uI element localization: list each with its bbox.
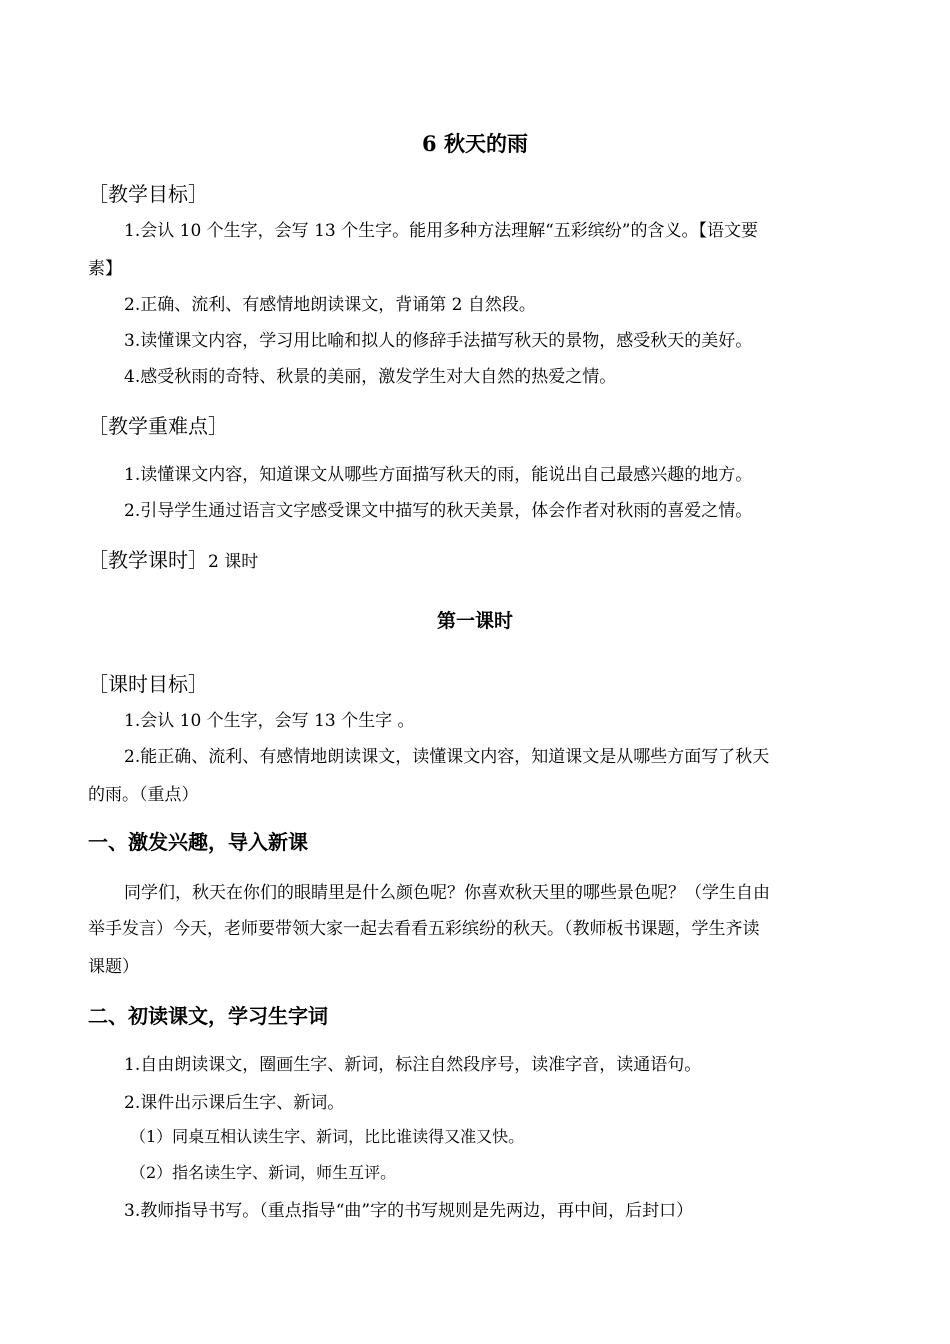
key-points-heading: ［教学重难点］ (88, 414, 228, 438)
objective-item: 2.正确、流利、有感情地朗读课文，背诵第 2 自然段。 (124, 295, 536, 315)
lesson-title: 6 秋天的雨 (422, 131, 528, 156)
hours-heading: ［教学课时］ (88, 548, 208, 572)
section1-heading: 一、激发兴趣，导入新课 (88, 830, 308, 854)
lesson1-goal: 1.会认 10 个生字，会写 13 个生字 。 (124, 711, 415, 731)
section2-line: 3.教师指导书写。（重点指导“曲”字的书写规则是先两边，再中间，后封口） (124, 1201, 694, 1221)
key-point-item: 2.引导学生通过语言文字感受课文中描写的秋天美景，体会作者对秋雨的喜爱之情。 (124, 501, 753, 521)
lesson1-goals-heading: ［课时目标］ (88, 672, 208, 696)
section1-line: 课题） (88, 957, 139, 977)
objectives-heading: ［教学目标］ (88, 182, 208, 206)
section2-line: （1）同桌互相认读生字、新词，比比谁读得又准又快。 (130, 1127, 525, 1146)
lesson1-goal: 2.能正确、流利、有感情地朗读课文，读懂课文内容，知道课文是从哪些方面写了秋天 (124, 747, 770, 767)
objective-item: 1.会认 10 个生字，会写 13 个生字。能用多种方法理解“五彩缤纷”的含义。【语文要 (124, 221, 758, 241)
section2-line: 1.自由朗读课文，圈画生字、新词，标注自然段序号，读准字音，读通语句。 (124, 1055, 702, 1075)
hours-value: 2 课时 (208, 552, 259, 572)
key-point-item: 1.读懂课文内容，知道课文从哪些方面描写秋天的雨，能说出自己最感兴趣的地方。 (124, 465, 753, 485)
lesson1-title: 第一课时 (436, 610, 513, 632)
hours-row (88, 544, 258, 573)
section2-line: 2.课件出示课后生字、新词。 (124, 1093, 345, 1113)
section1-line: 同学们，秋天在你们的眼睛里是什么颜色呢？你喜欢秋天里的哪些景色呢？（学生自由 (124, 883, 770, 903)
section2-line: （2）指名读生字、新词，师生互评。 (130, 1163, 397, 1182)
section1-line: 举手发言）今天，老师要带领大家一起去看看五彩缤纷的秋天。（教师板书课题，学生齐读 (88, 919, 760, 939)
section2-heading: 二、初读课文，学习生字词 (88, 1004, 328, 1028)
objective-item: 3.读懂课文内容，学习用比喻和拟人的修辞手法描写秋天的景物，感受秋天的美好。 (124, 331, 753, 351)
lesson1-goal: 的雨。（重点） (88, 785, 199, 805)
objective-item: 4.感受秋雨的奇特、秋景的美丽，激发学生对大自然的热爱之情。 (124, 367, 617, 387)
objective-item: 素】 (88, 259, 122, 279)
